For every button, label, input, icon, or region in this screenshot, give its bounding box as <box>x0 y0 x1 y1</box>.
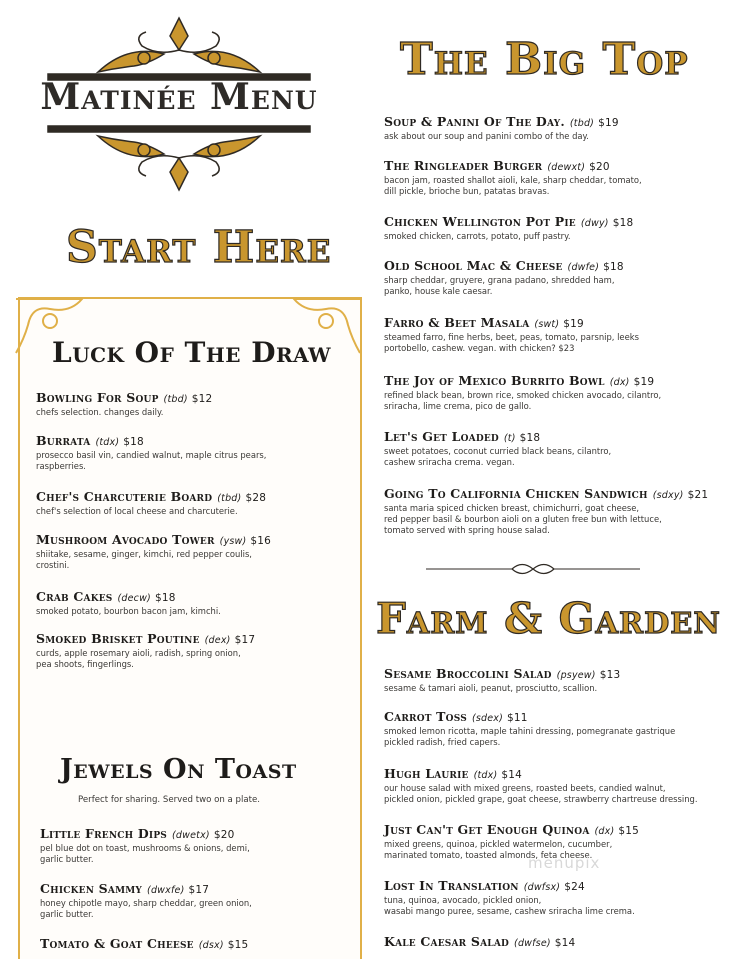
menu-item <box>384 429 611 468</box>
left-column <box>0 0 370 951</box>
menu-item-description: prosecco basil vin, candied walnut, maple citrus pears, <box>36 450 267 460</box>
menu-item-price: $21 <box>687 489 709 501</box>
menu-item-description: cashew sriracha crema. vegan. <box>384 457 515 467</box>
menu-item-header <box>384 158 642 173</box>
menu-item-description: pel blue dot on toast, mushrooms & onions, demi, <box>40 843 250 853</box>
luck-of-the-draw-title: Luck Of The Draw <box>52 336 332 369</box>
menu-item-description: smoked lemon ricotta, maple tahini dressing, pomegranate gastrique <box>384 726 676 736</box>
menu-item-description: panko, house kale caesar. <box>384 286 493 296</box>
menu-item-header <box>384 429 611 444</box>
menu-item-header <box>36 489 266 504</box>
menu-item <box>384 878 635 917</box>
right-column <box>370 0 756 949</box>
menu-item-description: marinated tomato, toasted almonds, feta cheese. <box>384 850 593 860</box>
menu-item-description: sweet potatoes, coconut curried black beans, cilantro, <box>384 446 612 456</box>
menu-item-code: (decw) <box>117 593 151 604</box>
jewels-on-toast-title: Jewels On Toast <box>60 754 297 785</box>
menu-item <box>36 433 266 472</box>
menu-item <box>384 666 620 694</box>
menu-item-description: santa maria spiced chicken breast, chimichurri, goat cheese, <box>384 503 640 513</box>
menu-logo <box>38 14 320 194</box>
menu-item-code: (dx) <box>594 826 615 837</box>
menu-item-price: $28 <box>245 492 267 504</box>
menu-item-code: (dwfe) <box>567 262 600 273</box>
menu-item-header <box>40 936 248 951</box>
menu-item-description: pea shoots, fingerlings. <box>36 659 134 669</box>
menu-item-price: $19 <box>563 318 584 330</box>
menu-item-header <box>384 315 639 330</box>
menu-item-header <box>384 766 698 781</box>
jewels-note: Perfect for sharing. Served two on a plate. <box>78 795 261 805</box>
menu-item-description: our house salad with mixed greens, roasted beets, candied walnut, <box>384 783 666 793</box>
menu-item-header <box>36 631 255 646</box>
watermark: menupix <box>528 854 601 872</box>
menu-item-price: $16 <box>250 535 272 547</box>
menu-item-price: $19 <box>598 117 619 129</box>
menu-item-header <box>384 114 619 129</box>
menu-item-description: tomato served with spring house salad. <box>384 525 550 535</box>
menu-item-description: pickled radish, fried capers. <box>384 737 501 747</box>
menu-item-price: $24 <box>564 881 585 893</box>
menu-item-name: Little French Dips <box>40 826 167 841</box>
menu-item-code: (dwetx) <box>172 830 210 841</box>
section-title-start-here: Start Here <box>66 222 332 273</box>
menu-item-header <box>40 881 252 896</box>
menu-item-description: steamed farro, fine herbs, beet, peas, tomato, parsnip, leeks <box>384 332 639 342</box>
menu-item-price: $15 <box>618 825 640 837</box>
menu-item-price: $18 <box>123 436 144 448</box>
menu-item-code: (dsx) <box>198 940 224 951</box>
menu-item-code: (swt) <box>534 319 560 330</box>
menu-item-name: Bowling For Soup <box>36 390 159 405</box>
menu-item-price: $18 <box>154 592 176 604</box>
menu-item-description: smoked chicken, carrots, potato, puff pastry. <box>384 231 571 241</box>
menu-item-header <box>384 822 639 837</box>
menu-item-description: shiitake, sesame, ginger, kimchi, red pepper coulis, <box>36 549 252 559</box>
menu-item-name: The Ringleader Burger <box>384 158 543 173</box>
menu-item-code: (psyew) <box>556 670 596 681</box>
menu-item-price: $17 <box>234 634 256 646</box>
menu-item-code: (dwy) <box>580 218 609 229</box>
menu-item <box>36 631 255 670</box>
menu-item-name: Old School Mac & Cheese <box>384 258 563 273</box>
menu-item-header <box>384 258 624 273</box>
menu-title: Matinée Menu <box>40 76 318 118</box>
menu-item <box>36 589 221 617</box>
menu-item-name: Just Can't Get Enough Quinoa <box>384 822 590 837</box>
menu-item-name: Smoked Brisket Poutine <box>36 631 200 646</box>
menu-item-name: Chef's Charcuterie Board <box>36 489 213 504</box>
menu-item-description: sharp cheddar, gruyere, grana padano, shredded ham, <box>384 275 615 285</box>
menu-item <box>36 489 266 517</box>
menu-item-code: (dwfsx) <box>523 882 561 893</box>
menu-item <box>384 114 619 142</box>
menu-item-header <box>36 390 212 405</box>
menu-item-price: $14 <box>501 769 523 781</box>
menu-item <box>40 826 250 865</box>
menu-item-header <box>384 373 661 388</box>
menu-item-description: red pepper basil & bourbon aioli on a gluten free bun with lettuce, <box>384 514 662 524</box>
menu-item-price: $17 <box>188 884 210 896</box>
menu-item-name: Chicken Sammy <box>40 881 143 896</box>
menu-item-name: Soup & Panini Of The Day. <box>384 114 565 129</box>
menu-item-price: $11 <box>507 712 528 724</box>
menu-item <box>384 822 639 861</box>
menu-item-code: (sdxy) <box>652 490 684 501</box>
menu-item <box>36 532 271 571</box>
menu-item-code: (tbd) <box>217 493 242 504</box>
menu-item-description: tuna, quinoa, avocado, pickled onion, <box>384 895 542 905</box>
menu-item-price: $13 <box>599 669 621 681</box>
menu-item-price: $20 <box>589 161 610 173</box>
menu-item-name: Burrata <box>36 433 91 448</box>
menu-item <box>40 936 248 951</box>
menu-item <box>384 315 639 354</box>
menu-item <box>384 486 708 536</box>
menu-item-header <box>36 532 271 547</box>
divider-ornament-icon <box>426 560 640 578</box>
menu-item-name: Carrot Toss <box>384 709 467 724</box>
menu-item-header <box>384 486 708 501</box>
menu-item <box>384 214 633 242</box>
menu-item <box>40 881 252 920</box>
menu-item-code: (sdex) <box>471 713 503 724</box>
menu-item-description: wasabi mango puree, sesame, cashew sriracha lime crema. <box>384 906 635 916</box>
menu-item-name: Lost In Translation <box>384 878 519 893</box>
menu-item-description: chef's selection of local cheese and charcuterie. <box>36 506 238 516</box>
menu-item-name: Farro & Beet Masala <box>384 315 530 330</box>
menu-item <box>384 258 624 297</box>
menu-item-code: (dx) <box>609 377 630 388</box>
menu-item-description: crostini. <box>36 560 70 570</box>
menu-item-name: Chicken Wellington Pot Pie <box>384 214 576 229</box>
menu-item-header <box>384 214 633 229</box>
menu-item-header <box>384 878 635 893</box>
menu-item <box>384 934 575 949</box>
menu-item-price: $12 <box>191 393 213 405</box>
menu-item-header <box>40 826 250 841</box>
menu-item-description: dill pickle, brioche bun, patatas bravas. <box>384 186 550 196</box>
menu-item-code: (tbd) <box>569 118 595 129</box>
menu-item <box>384 158 642 197</box>
menu-item-code: (tbd) <box>163 394 188 405</box>
menu-item-code: (t) <box>503 433 516 444</box>
section-title-big-top: The Big Top <box>400 34 689 85</box>
menu-item-price: $18 <box>519 432 541 444</box>
menu-item-description: honey chipotle mayo, sharp cheddar, green onion, <box>40 898 252 908</box>
menu-item-name: Tomato & Goat Cheese <box>40 936 194 951</box>
menu-item-name: Mushroom Avocado Tower <box>36 532 215 547</box>
menu-item-code: (tdx) <box>95 437 120 448</box>
menu-item-price: $18 <box>603 261 624 273</box>
menu-item-description: ask about our soup and panini combo of the day. <box>384 131 589 141</box>
menu-item-price: $18 <box>612 217 634 229</box>
menu-item-description: mixed greens, quinoa, pickled watermelon, cucumber, <box>384 839 613 849</box>
menu-item-description: raspberries. <box>36 461 86 471</box>
menu-item-code: (tdx) <box>473 770 498 781</box>
menu-item-description: garlic butter. <box>40 854 94 864</box>
menu-item-description: curds, apple rosemary aioli, radish, spring onion, <box>36 648 241 658</box>
section-title-farm-garden: Farm & Garden <box>376 594 721 643</box>
menu-item-name: The Joy of Mexico Burrito Bowl <box>384 373 605 388</box>
menu-item-code: (dwfse) <box>514 938 551 949</box>
menu-item-name: Sesame Broccolini Salad <box>384 666 552 681</box>
menu-item <box>384 766 698 805</box>
menu-item-name: Crab Cakes <box>36 589 113 604</box>
menu-item-description: portobello, cashew. vegan. with chicken? $23 <box>384 343 575 353</box>
menu-item-price: $14 <box>554 937 576 949</box>
menu-item-header <box>36 433 266 448</box>
menu-item-description: chefs selection. changes daily. <box>36 407 164 417</box>
menu-item-description: refined black bean, brown rice, smoked chicken avocado, cilantro, <box>384 390 662 400</box>
menu-item-description: sesame & tamari aioli, peanut, prosciutto, scallion. <box>384 683 598 693</box>
menu-item-code: (ysw) <box>219 536 247 547</box>
menu-item-name: Going To California Chicken Sandwich <box>384 486 648 501</box>
menu-item-name: Let's Get Loaded <box>384 429 499 444</box>
menu-item <box>384 373 661 412</box>
menu-item-header <box>384 666 620 681</box>
menu-item-header <box>36 589 221 604</box>
menu-item-price: $15 <box>227 939 249 951</box>
menu-item <box>36 390 212 418</box>
menu-item-code: (dex) <box>204 635 231 646</box>
menu-item-description: pickled onion, pickled grape, goat cheese, strawberry chartreuse dressing. <box>384 794 698 804</box>
menu-item-price: $20 <box>213 829 235 841</box>
menu-item-description: sriracha, lime crema, pico de gallo. <box>384 401 532 411</box>
menu-item-code: (dewxt) <box>547 162 586 173</box>
menu-item-name: Hugh Laurie <box>384 766 469 781</box>
menu-item-code: (dwxfe) <box>147 885 185 896</box>
menu-item-description: smoked potato, bourbon bacon jam, kimchi. <box>36 606 221 616</box>
menu-item-price: $19 <box>633 376 655 388</box>
menu-item-description: bacon jam, roasted shallot aioli, kale, sharp cheddar, tomato, <box>384 175 642 185</box>
menu-item-description: garlic butter. <box>40 909 94 919</box>
menu-item-header <box>384 709 675 724</box>
menu-item-header <box>384 934 575 949</box>
menu-item <box>384 709 675 748</box>
menu-item-name: Kale Caesar Salad <box>384 934 510 949</box>
